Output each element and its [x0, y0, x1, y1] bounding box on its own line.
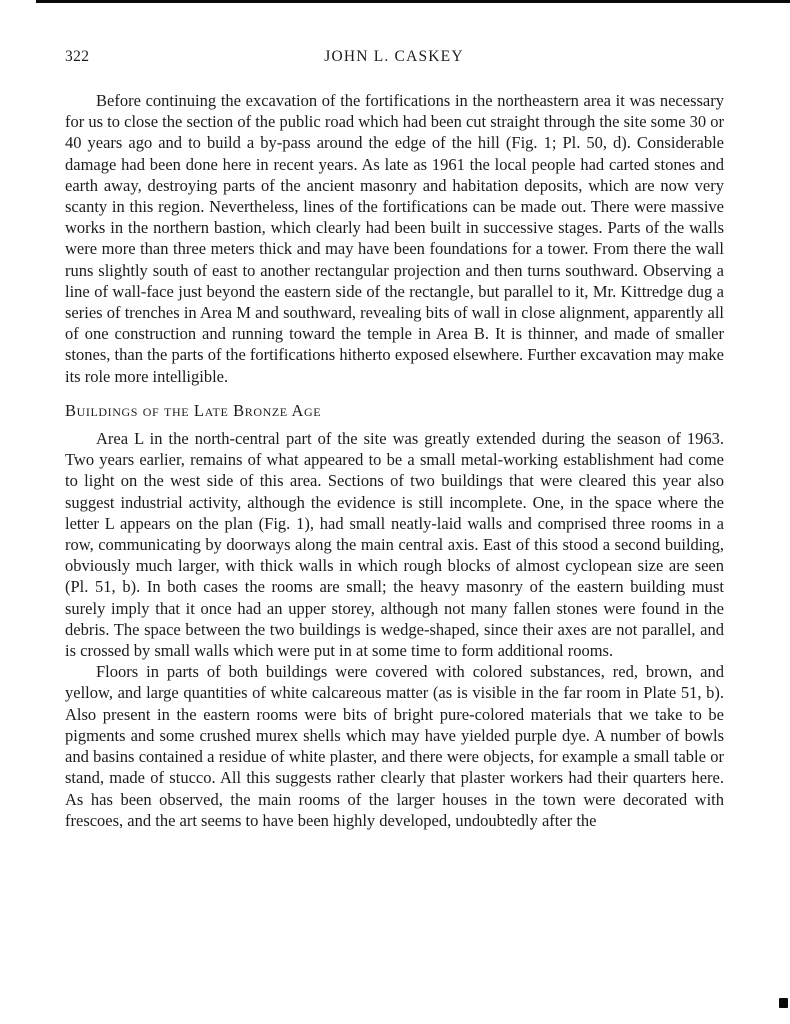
page-header — [65, 48, 723, 70]
paragraph-area-l-buildings: Area L in the north-central part of the site was greatly extended during the season of 1963. Two years earlier, remains of what appeared to be a small metal-working establishment had come to light on the west side of this area. Sections of two buildings that were cleared this year also suggest industrial activity, although the evidence is still incomplete. One, in the space where the letter L appears on the plan (Fig. 1), had small neatly-laid walls and comprised three rooms in a row, communicating by doorways along the main central axis. East of this stood a second building, obviously much larger, with thick walls in which rough blocks of almost cyclopean size are seen (Pl. 51, b). In both cases the rooms are small; the heavy masonry of the eastern building must surely imply that it once had an upper storey, although not many fallen stones were found in the debris. The space between the two buildings is wedge-shaped, since their axes are not parallel, and is crossed by small walls which were put in at some time to form additional rooms. — [65, 429, 724, 661]
running-head-author: JOHN L. CASKEY — [324, 48, 464, 65]
section-heading-late-bronze-age: Buildings of the Late Bronze Age — [65, 400, 322, 420]
scan-artifact-bottom-right — [779, 998, 788, 1008]
article-body — [65, 90, 724, 831]
paragraph-fortifications: Before continuing the excavation of the fortifications in the northeastern area it was necessary for us to close the section of the public road which had been cut straight through the site some 30 or 40 years ago and to build a by-pass around the edge of the hill (Fig. 1; Pl. 50, d). Considerable damage had been done here in recent years. As late as 1961 the local people had carted stones and earth away, destroying parts of the ancient masonry and habitation deposits, which are now very scanty in this region. Nevertheless, lines of the fortifications can be made out. There were massive works in the northern bastion, which clearly had been built in successive stages. Parts of the walls were more than three meters thick and may have been foundations for a tower. From there the wall runs slightly south of east to another rectangular projection and then turns southward. Observing a line of wall-face just beyond the eastern side of the rectangle, but parallel to it, Mr. Kittredge dug a series of trenches in Area M and southward, revealing bits of wall in close alignment, apparently all of one construction and running toward the temple in Area B. It is thinner, and made of smaller stones, than the parts of the fortifications hitherto exposed elsewhere. Further excavation may make its role more intelligible. — [65, 91, 724, 386]
scan-artifact-top-line — [36, 0, 790, 3]
page-number: 322 — [65, 48, 90, 65]
paragraph-floors-pigments: Floors in parts of both buildings were covered with colored substances, red, brown, and yellow, and large quantities of white calcareous matter (as is visible in the far room in Plate 51, b). Also present in the eastern rooms were bits of bright pure-colored materials that we take to be pigments and some crushed murex shells which may have yielded purple dye. A number of bowls and basins contained a residue of white plaster, and there were objects, for example a small table or stand, made of stucco. All this suggests rather clearly that plaster workers had their quarters here. As has been observed, the main rooms of the larger houses in the town were decorated with frescoes, and the art seems to have been highly developed, undoubtedly after the — [65, 662, 724, 830]
